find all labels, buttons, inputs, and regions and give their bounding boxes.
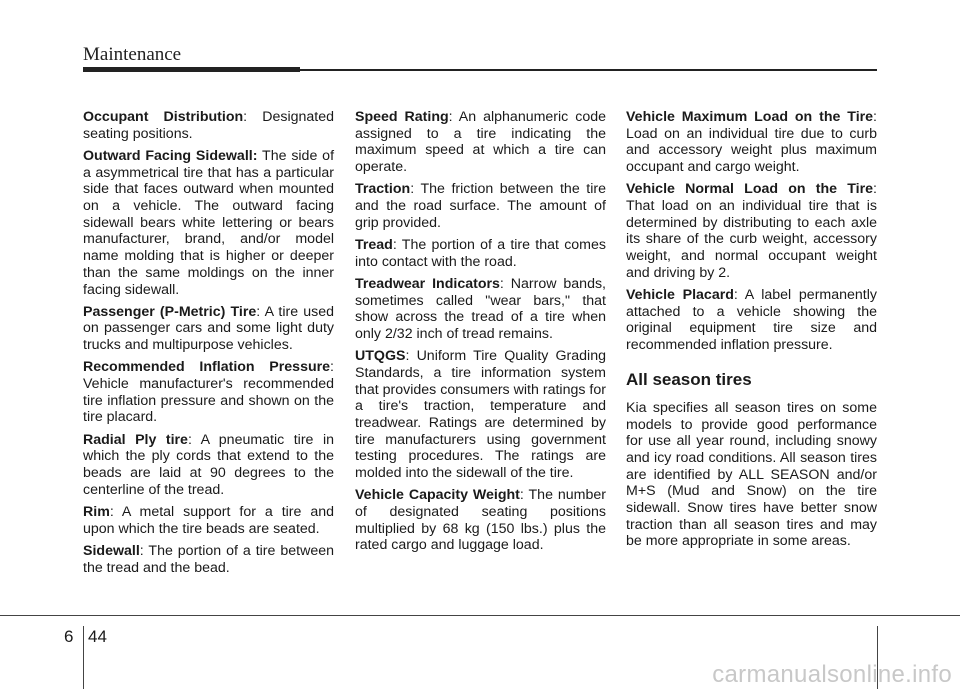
glossary-definition: A pneumatic tire in which the ply cords that extend to the beads are laid at 90 degrees to the centerline of the tread.	[83, 431, 334, 498]
glossary-term: Passenger (P-Metric) Tire	[83, 303, 257, 320]
glossary-definition: The portion of a tire that comes into contact with the road.	[355, 236, 606, 270]
glossary-entry-traction: Traction: The friction between the tire and the road surface. The amount of grip provided.	[355, 181, 606, 231]
glossary-entry-recommended-inflation-pressure: Recommended Inflation Pressure: Vehicle manufacturer's recommended tire inflation pressure and shown on the tire placard.	[83, 359, 334, 426]
footer-rule	[0, 615, 960, 616]
page-number: 44	[88, 627, 107, 646]
subsection-heading: All season tires	[626, 369, 752, 389]
glossary-entry-tread: Tread: The portion of a tire that comes into contact with the road.	[355, 236, 606, 270]
watermark: carmanualsonline.info	[712, 661, 952, 688]
glossary-entry-vehicle-placard: Vehicle Placard: A label permanently attached to a vehicle showing the original equipment tire size and recommended inflation pressure.	[626, 287, 877, 354]
glossary-entry-speed-rating: Speed Rating: An alphanumeric code assigned to a tire indicating the maximum speed at which a tire can operate.	[355, 109, 606, 176]
subsection-body: Kia specifies all season tires on some models to provide good performance for use all year round, including snowy and icy road conditions. All season tires are identified by ALL SEASON and/or M+S (Mud and Snow) on the tire sidewall. Snow tires have better snow traction than all season tires and may be more appropriate in some areas.	[626, 399, 877, 550]
footer-tick-left	[83, 626, 84, 689]
glossary-term: Vehicle Maximum Load on the Tire	[626, 109, 874, 125]
glossary-definition: Narrow bands, sometimes called "wear bars," that show across the tread of a tire when only 2/32 inch of tread remains.	[355, 275, 606, 342]
glossary-definition: The friction between the tire and the road surface. The amount of grip provided.	[355, 181, 606, 231]
column-3	[626, 109, 877, 550]
glossary-entry-radial-ply-tire: Radial Ply tire: A pneumatic tire in which the ply cords that extend to the beads are laid at 90 degrees to the centerline of the tread.	[83, 431, 334, 498]
chapter-number: 6	[64, 627, 74, 646]
glossary-term: Recommended Inflation Pressure	[83, 359, 331, 376]
glossary-definition: The number of designated seating positions multiplied by 68 kg (150 lbs.) plus the rated cargo and luggage load.	[355, 487, 606, 554]
glossary-entry-treadwear-indicators: Treadwear Indicators: Narrow bands, sometimes called "wear bars," that show across the tread of a tire when only 2/32 inch of tread remains.	[355, 275, 606, 342]
glossary-term: Vehicle Capacity Weight	[355, 487, 520, 504]
glossary-entry-vehicle-maximum-load: Vehicle Maximum Load on the Tire: Load on an individual tire due to curb and accessory weight plus maximum occupant and cargo weight.	[626, 109, 877, 176]
glossary-entry-utqgs: UTQGS: Uniform Tire Quality Grading Standards, a tire information system that provides consumers with ratings for a tire's traction, temperature and treadwear. Ratings are determined by tire manufacturers using government testing procedures. The ratings are molded into the sidewall of the tire.	[355, 348, 606, 482]
glossary-term: Rim	[83, 503, 110, 520]
glossary-definition: That load on an individual tire that is determined by distributing to each axle its share of the curb weight, accessory weight, and normal occupant weight and driving by 2.	[626, 198, 877, 281]
glossary-entry-vehicle-capacity-weight: Vehicle Capacity Weight: The number of designated seating positions multiplied by 68 kg (150 lbs.) plus the rated cargo and luggage load.	[355, 487, 606, 554]
glossary-definition: An alphanumeric code assigned to a tire indicating the maximum speed at which a tire can operate.	[355, 109, 606, 176]
glossary-term: Occupant Distribution	[83, 109, 244, 125]
glossary-term: Speed Rating	[355, 109, 449, 125]
glossary-definition: A metal support for a tire and upon which the tire beads are seated.	[83, 503, 334, 537]
glossary-definition: A label permanently attached to a vehicle showing the original equipment tire size and recommended inflation pressure.	[626, 287, 877, 354]
glossary-entry-outward-facing-sidewall	[83, 148, 334, 298]
glossary-term: Traction	[355, 181, 411, 198]
section-title: Maintenance	[83, 44, 182, 65]
glossary-term: Treadwear Indicators	[355, 275, 500, 292]
glossary-definition: Designated seating positions.	[83, 109, 335, 142]
glossary-definition: Vehicle manufacturer's recommended tire inflation pressure and shown on the tire placard.	[83, 376, 334, 426]
glossary-entry-vehicle-normal-load: Vehicle Normal Load on the Tire: That load on an individual tire that is determined by distributing to each axle its share of the curb weight, accessory weight, and normal occupant weight and driving by 2.	[626, 181, 877, 281]
column-1	[83, 109, 334, 582]
glossary-term: Vehicle Placard	[626, 287, 734, 304]
glossary-term: UTQGS	[355, 348, 406, 365]
glossary-definition: A tire used on passenger cars and some light duty trucks and multipurpose vehicles.	[83, 303, 334, 354]
glossary-definition: The portion of a tire between the tread and the bead.	[83, 542, 334, 576]
header-rule-thick	[83, 67, 300, 72]
glossary-definition: Uniform Tire Quality Grading Standards, a tire information system that provides consumers with ratings for a tire's traction, temperature and treadwear. Ratings are determined by tire manufacturers using government testing procedures. The ratings are molded into the sidewall of the tire.	[355, 348, 606, 482]
glossary-entry-occupant-distribution: Occupant Distribution: Designated seating positions.	[83, 109, 335, 142]
column-2	[355, 109, 606, 560]
glossary-term: Sidewall	[83, 542, 140, 559]
glossary-entry-sidewall: Sidewall: The portion of a tire between the tread and the bead.	[83, 542, 334, 576]
glossary-definition: The side of a asymmetrical tire that has a particular side that faces outward when mounted on a vehicle. The outward facing sidewall bears white lettering or bears manufacturer, brand, and/or model name molding that is higher or deeper than the same moldings on the inner facing sidewall.	[83, 147, 335, 298]
glossary-entry-rim: Rim: A metal support for a tire and upon which the tire beads are seated.	[83, 503, 334, 537]
glossary-term: Vehicle Normal Load on the Tire	[626, 181, 874, 198]
glossary-definition: Load on an individual tire due to curb and accessory weight plus maximum occupant and cargo weight.	[626, 125, 877, 176]
glossary-entry-passenger-tire: Passenger (P-Metric) Tire: A tire used on passenger cars and some light duty trucks and multipurpose vehicles.	[83, 303, 334, 354]
glossary-term: Tread	[355, 236, 393, 253]
header-rule-thin	[300, 69, 877, 71]
glossary-term: Outward Facing Sidewall:	[83, 147, 258, 164]
glossary-term: Radial Ply tire	[83, 431, 188, 448]
